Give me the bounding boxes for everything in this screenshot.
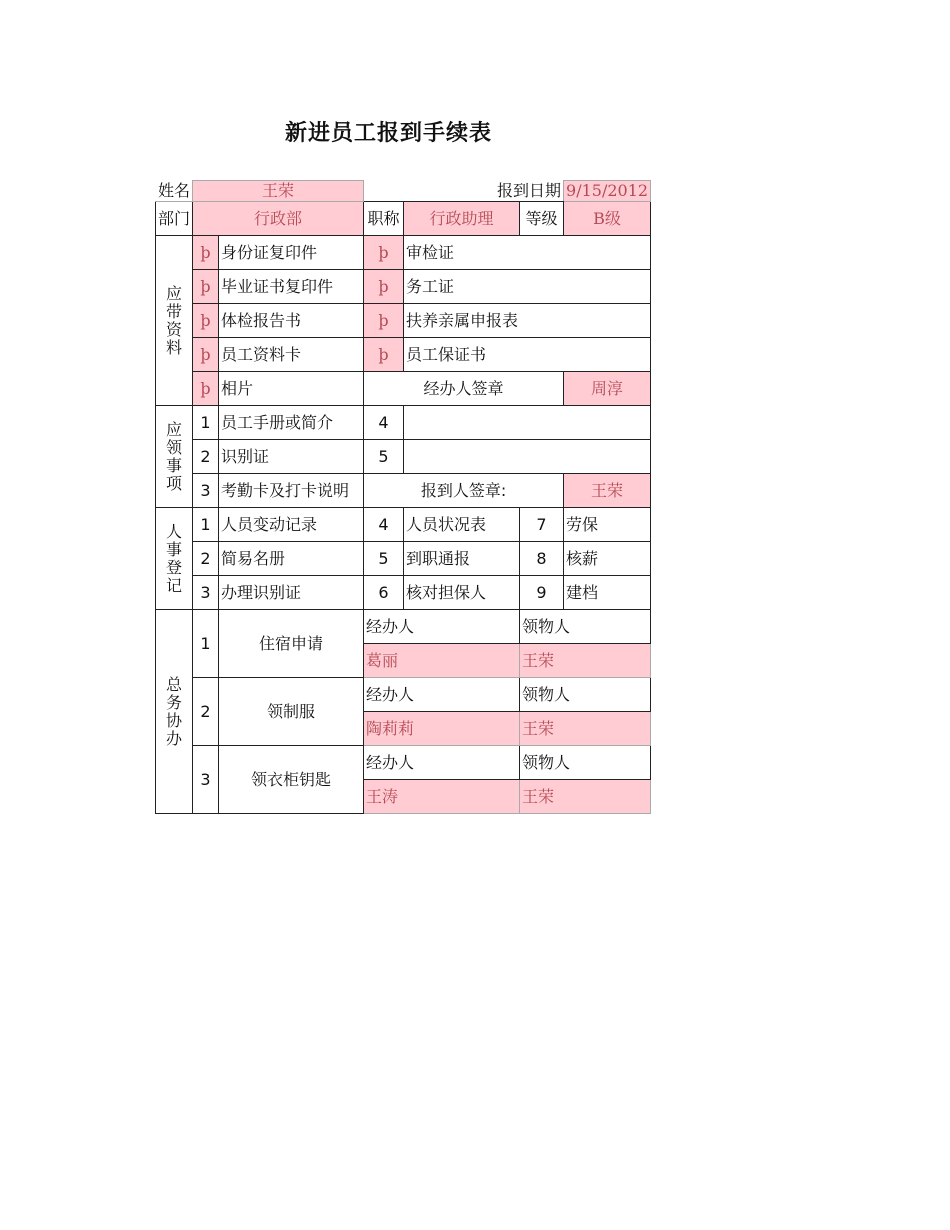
receiver-label: 领物人	[520, 610, 651, 644]
name-label: 姓名	[156, 181, 193, 202]
item-number: 5	[364, 542, 404, 576]
handler-value[interactable]: 王涛	[364, 780, 520, 814]
handler-label: 经办人	[364, 678, 520, 712]
date-label: 报到日期	[364, 181, 564, 202]
handler-value[interactable]: 陶莉莉	[364, 712, 520, 746]
receive-item: 员工手册或简介	[219, 406, 364, 440]
receiver-label: 领物人	[520, 678, 651, 712]
item-number: 5	[364, 440, 404, 474]
form-title: 新进员工报到手续表	[285, 121, 493, 146]
doc-item-left: 相片	[219, 372, 364, 406]
reporter-signature-value[interactable]: 王荣	[564, 474, 651, 508]
general-item: 领衣柜钥匙	[219, 746, 364, 814]
item-number: 2	[193, 440, 219, 474]
item-number: 3	[193, 746, 219, 814]
personnel-item: 劳保	[564, 508, 651, 542]
receive-item: 识别证	[219, 440, 364, 474]
item-number: 1	[193, 508, 219, 542]
item-number: 9	[520, 576, 564, 610]
handler-label: 经办人	[364, 746, 520, 780]
reporter-signature-label: 报到人签章:	[364, 474, 564, 508]
item-number: 3	[193, 474, 219, 508]
doc-item-right: 务工证	[404, 270, 651, 304]
doc-item-left: 身份证复印件	[219, 236, 364, 270]
position-label: 职称	[364, 202, 404, 236]
doc-item-left: 体检报告书	[219, 304, 364, 338]
item-number: 2	[193, 542, 219, 576]
item-number: 2	[193, 678, 219, 746]
receive-item	[404, 406, 651, 440]
personnel-item: 建档	[564, 576, 651, 610]
handler-signature-label: 经办人签章	[364, 372, 564, 406]
personnel-item: 核对担保人	[404, 576, 520, 610]
doc-item-right: 审检证	[404, 236, 651, 270]
general-item: 住宿申请	[219, 610, 364, 678]
receiver-value[interactable]: 王荣	[520, 712, 651, 746]
name-value[interactable]: 王荣	[193, 181, 364, 202]
documents-section-label: 应带资料	[156, 236, 193, 406]
check-mark[interactable]: þ	[193, 338, 219, 372]
item-number: 6	[364, 576, 404, 610]
doc-item-right: 扶养亲属申报表	[404, 304, 651, 338]
personnel-item: 人员状况表	[404, 508, 520, 542]
item-number: 8	[520, 542, 564, 576]
personnel-item: 人员变动记录	[219, 508, 364, 542]
item-number: 4	[364, 508, 404, 542]
general-item: 领制服	[219, 678, 364, 746]
check-mark[interactable]: þ	[193, 270, 219, 304]
receiver-label: 领物人	[520, 746, 651, 780]
grade-value[interactable]: B级	[564, 202, 651, 236]
check-mark[interactable]: þ	[193, 236, 219, 270]
doc-item-left: 毕业证书复印件	[219, 270, 364, 304]
receive-section-label: 应领事项	[156, 406, 193, 508]
personnel-item: 到职通报	[404, 542, 520, 576]
receiver-value[interactable]: 王荣	[520, 644, 651, 678]
item-number: 1	[193, 406, 219, 440]
handler-label: 经办人	[364, 610, 520, 644]
personnel-item: 核薪	[564, 542, 651, 576]
doc-item-right: 员工保证书	[404, 338, 651, 372]
check-mark[interactable]: þ	[193, 304, 219, 338]
personnel-section-label: 人事登记	[156, 508, 193, 610]
receiver-value[interactable]: 王荣	[520, 780, 651, 814]
general-section-label: 总务协办	[156, 610, 193, 814]
check-mark[interactable]: þ	[364, 304, 404, 338]
item-number: 3	[193, 576, 219, 610]
check-mark[interactable]: þ	[364, 236, 404, 270]
item-number: 7	[520, 508, 564, 542]
personnel-item: 办理识别证	[219, 576, 364, 610]
check-mark[interactable]: þ	[364, 270, 404, 304]
check-mark[interactable]: þ	[193, 372, 219, 406]
item-number: 4	[364, 406, 404, 440]
receive-item: 考勤卡及打卡说明	[219, 474, 364, 508]
dept-value[interactable]: 行政部	[193, 202, 364, 236]
date-value[interactable]: 9/15/2012	[564, 181, 651, 202]
personnel-item: 简易名册	[219, 542, 364, 576]
item-number: 1	[193, 610, 219, 678]
check-mark[interactable]: þ	[364, 338, 404, 372]
onboarding-form	[155, 180, 651, 814]
grade-label: 等级	[520, 202, 564, 236]
handler-value[interactable]: 葛丽	[364, 644, 520, 678]
position-value[interactable]: 行政助理	[404, 202, 520, 236]
receive-item	[404, 440, 651, 474]
handler-signature-value[interactable]: 周淳	[564, 372, 651, 406]
dept-label: 部门	[156, 202, 193, 236]
doc-item-left: 员工资料卡	[219, 338, 364, 372]
